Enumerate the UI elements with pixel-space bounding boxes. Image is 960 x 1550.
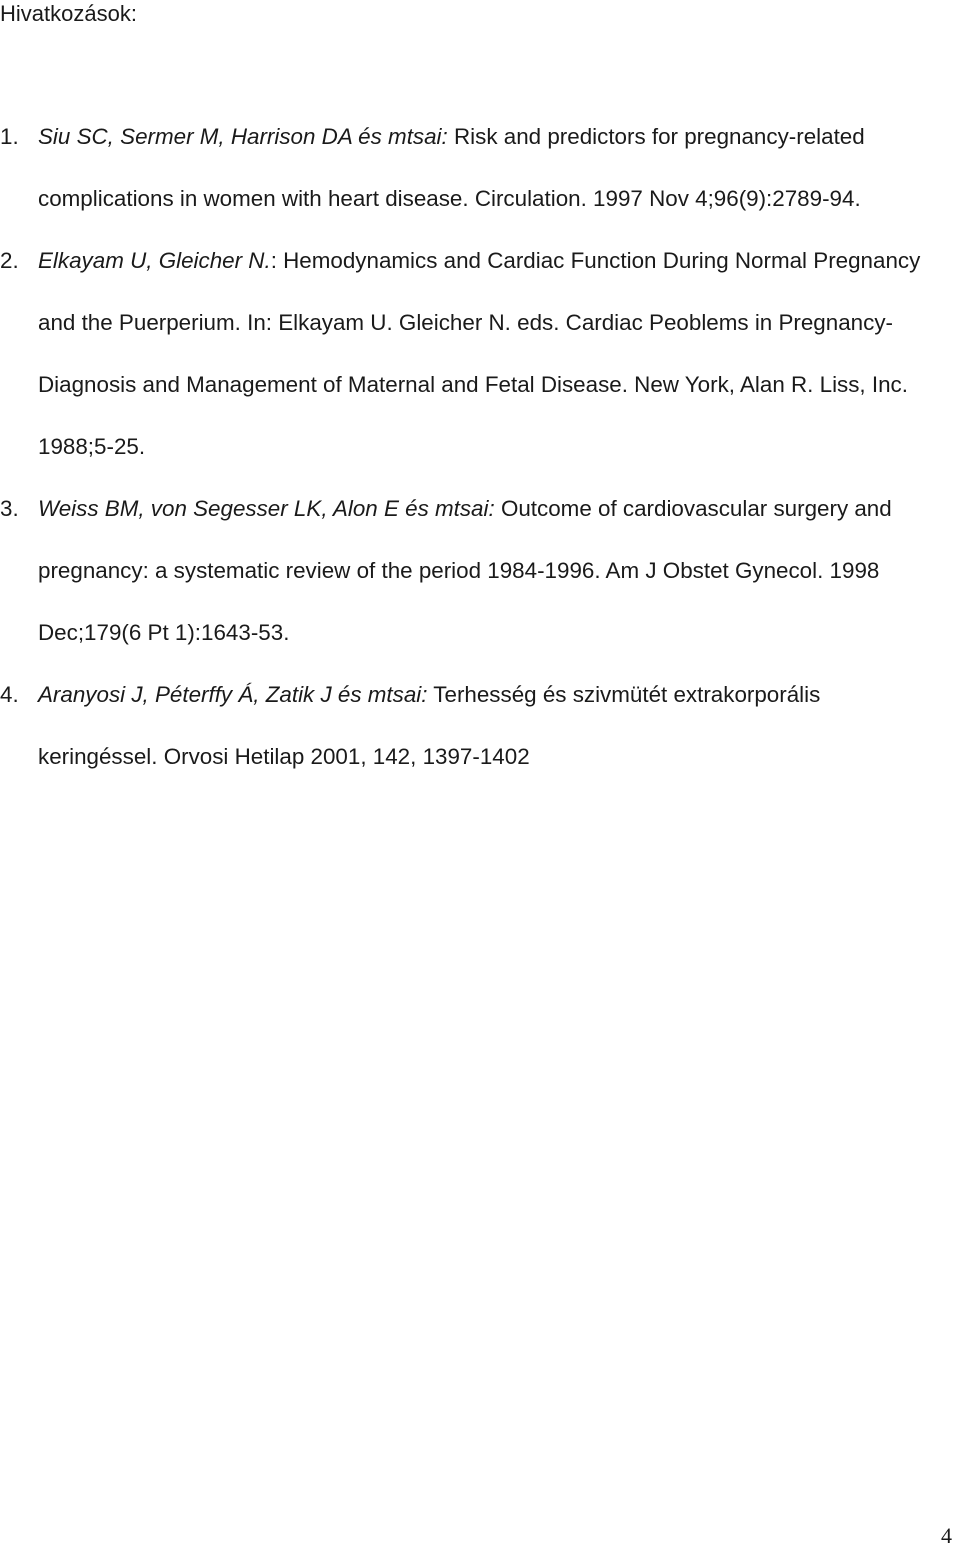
reference-number: 1. [0,124,19,149]
reference-authors: Siu SC, Sermer M, Harrison DA és mtsai: [38,124,448,149]
references-heading: Hivatkozások: [0,1,137,26]
reference-number: 2. [0,248,19,273]
reference-text-line: Dec;179(6 Pt 1):1643-53. [38,620,290,645]
reference-item [0,664,945,788]
reference-text-line: pregnancy: a systematic review of the period 1984-1996. Am J Obstet Gynecol. 1998 [38,558,880,583]
reference-text-line: Diagnosis and Management of Maternal and Fetal Disease. New York, Alan R. Liss, Inc. [38,372,908,397]
reference-text-line: keringéssel. Orvosi Hetilap 2001, 142, 1397-1402 [38,744,530,769]
reference-text-line: Risk and predictors for pregnancy-related [454,124,865,149]
reference-text-line: : Hemodynamics and Cardiac Function During Normal Pregnancy [270,248,921,273]
reference-item [0,106,945,230]
reference-authors: Elkayam U, Gleicher N. [38,248,271,273]
reference-item [0,230,945,478]
reference-item [0,478,945,664]
reference-authors: Aranyosi J, Péterffy Á, Zatik J és mtsai: [38,682,428,707]
reference-authors: Weiss BM, von Segesser LK, Alon E és mtsai: [38,496,495,521]
reference-number: 4. [0,682,19,707]
reference-list [0,106,945,788]
page-number: 4 [941,1523,952,1548]
reference-text-line: 1988;5-25. [38,434,146,459]
reference-text-line: complications in women with heart disease. Circulation. 1997 Nov 4;96(9):2789-94. [38,186,861,211]
reference-number: 3. [0,496,19,521]
reference-text-line: Terhesség és szivmütét extrakorporális [433,682,821,707]
reference-text-line: Outcome of cardiovascular surgery and [500,496,892,521]
reference-text-line: and the Puerperium. In: Elkayam U. Gleicher N. eds. Cardiac Peoblems in Pregnancy- [38,310,893,335]
